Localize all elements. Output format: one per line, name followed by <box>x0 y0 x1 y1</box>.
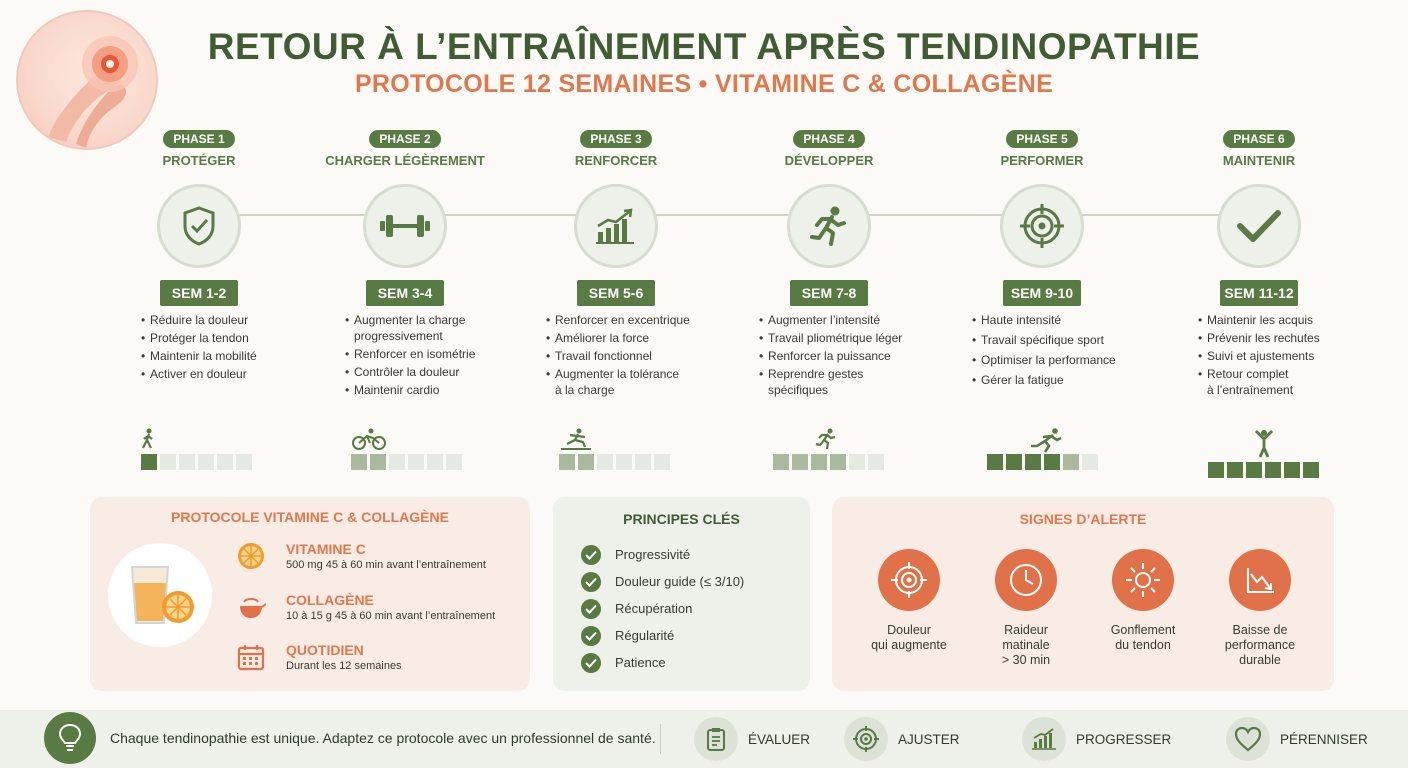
alert-item <box>854 549 964 653</box>
progress-block <box>616 454 632 470</box>
progress-block <box>179 454 195 470</box>
progress-block <box>389 454 405 470</box>
cycling-icon <box>351 428 462 450</box>
phase-icon-circle <box>363 184 447 268</box>
footer-step-label: PROGRESSER <box>1076 731 1172 747</box>
bullet: • Maintenir cardio <box>345 382 515 398</box>
principle-item <box>581 622 744 649</box>
phase-name: MAINTENIR <box>1222 153 1296 168</box>
progress-block <box>1044 454 1060 470</box>
phase-3 <box>506 130 726 397</box>
target-icon <box>878 549 940 611</box>
phase-name: CHARGER LÉGÈREMENT <box>325 153 485 168</box>
footer-step-label: PÉRENNISER <box>1280 731 1368 747</box>
orange-slice-icon <box>236 541 266 571</box>
alert-item <box>1205 549 1315 668</box>
phase-bullets <box>546 312 716 400</box>
alert-item <box>1088 549 1198 653</box>
footer-step-label: AJUSTER <box>898 731 960 747</box>
alerts-panel <box>832 497 1334 691</box>
daily-desc: Durant les 12 semaines <box>286 660 402 672</box>
bullet: • Augmenter la charge progressivement <box>345 312 515 344</box>
phase-badge: PHASE 2 <box>369 130 441 148</box>
progress-block <box>830 454 846 470</box>
progress-block <box>792 454 808 470</box>
target-icon <box>1018 202 1066 250</box>
collagen-name: COLLAGÈNE <box>286 592 374 608</box>
daily-name: QUOTIDIEN <box>286 642 364 658</box>
footer-step-progresser <box>1022 717 1171 761</box>
clipboard-icon <box>694 717 738 761</box>
progress-block <box>370 454 386 470</box>
progress-blocks <box>987 454 1098 470</box>
progress-blocks <box>1208 462 1319 478</box>
running-icon <box>807 204 851 248</box>
weeks-label: SEM 1-2 <box>160 280 238 306</box>
progress-block <box>578 454 594 470</box>
progress-block <box>1303 462 1319 478</box>
principles-panel <box>553 497 810 691</box>
panel-title: PROTOCOLE VITAMINE C & COLLAGÈNE <box>171 509 449 525</box>
bullet: • Haute intensité <box>972 312 1142 328</box>
alert-label: Gonflement du tendon <box>1110 623 1176 652</box>
phase-6 <box>1149 130 1369 397</box>
phase-2 <box>295 130 515 397</box>
lightbulb-icon <box>44 712 96 764</box>
phase-icon-circle <box>1217 184 1301 268</box>
bullet: • Contrôler la douleur <box>345 364 515 380</box>
bullet: • Réduire la douleur <box>141 312 311 328</box>
bullet: • Augmenter la tolérance à la charge <box>546 366 716 398</box>
bullet: • Suivi et ajustements <box>1198 348 1368 364</box>
progress-block <box>597 454 613 470</box>
vitamin-panel <box>90 497 530 691</box>
progress-indicator <box>773 428 884 470</box>
progress-blocks <box>351 454 462 470</box>
phase-icon-circle <box>574 184 658 268</box>
progress-block <box>198 454 214 470</box>
weeks-label: SEM 11-12 <box>1220 280 1298 306</box>
principle-item <box>581 649 744 676</box>
bullet: • Retour complet à l’entraînement <box>1198 366 1368 398</box>
principle-label: Régularité <box>615 628 675 643</box>
phase-bullets <box>759 312 929 400</box>
phase-badge: PHASE 1 <box>163 130 235 148</box>
heart-icon <box>1226 717 1270 761</box>
progress-blocks <box>141 454 252 470</box>
phase-bullets <box>345 312 515 400</box>
progress-block <box>141 454 157 470</box>
progress-block <box>654 454 670 470</box>
alert-label: Raideur matinale > 30 min <box>1001 623 1051 667</box>
phase-bullets <box>1198 312 1368 400</box>
footer-step-evaluer <box>694 717 810 761</box>
progress-block <box>868 454 884 470</box>
progress-block <box>1227 462 1243 478</box>
growth-chart-icon <box>594 206 638 246</box>
walking-icon <box>141 428 252 450</box>
bullet: • Prévenir les rechutes <box>1198 330 1368 346</box>
running-icon <box>773 428 884 450</box>
check-icon <box>581 653 601 673</box>
bullet: • Gérer la fatigue <box>972 372 1142 388</box>
bowl-icon <box>236 592 266 622</box>
phase-bullets <box>972 312 1142 390</box>
progress-block <box>217 454 233 470</box>
progress-block <box>773 454 789 470</box>
progress-block <box>987 454 1003 470</box>
footer-step-ajuster <box>844 717 960 761</box>
bullet: • Maintenir la mobilité <box>141 348 311 364</box>
alert-label: Baisse de performance durable <box>1224 623 1296 667</box>
bullet: • Travail fonctionnel <box>546 348 716 364</box>
page-title: RETOUR À L’ENTRAÎNEMENT APRÈS TENDINOPATHIE <box>207 26 1201 67</box>
principle-label: Douleur guide (≤ 3/10) <box>615 574 745 589</box>
phase-badge: PHASE 5 <box>1006 130 1078 148</box>
progress-block <box>1082 454 1098 470</box>
progress-indicator <box>141 428 252 470</box>
juice-glass-icon <box>108 543 212 647</box>
collagen-desc: 10 à 15 g 45 à 60 min avant l’entraînement <box>286 610 496 622</box>
principle-label: Récupération <box>615 601 693 616</box>
celebrating-icon <box>1208 428 1319 458</box>
bullet: • Renforcer la puissance <box>759 348 929 364</box>
principles-list <box>581 541 744 676</box>
progress-block <box>635 454 651 470</box>
bullet: • Protéger la tendon <box>141 330 311 346</box>
weeks-label: SEM 9-10 <box>1003 280 1081 306</box>
progress-indicator <box>559 428 670 470</box>
footer-step-perenniser <box>1226 717 1368 761</box>
page-subtitle: PROTOCOLE 12 SEMAINES • VITAMINE C & COLLAGÈNE <box>354 70 1054 98</box>
phase-4 <box>719 130 939 397</box>
weeks-label: SEM 5-6 <box>577 280 655 306</box>
declining-chart-icon <box>1229 549 1291 611</box>
footer-bar <box>0 710 1408 768</box>
alert-item <box>971 549 1081 668</box>
alert-label: Douleur qui augmente <box>871 623 947 652</box>
phase-icon-circle <box>157 184 241 268</box>
principle-label: Progressivité <box>615 547 691 562</box>
lunge-icon <box>559 428 670 450</box>
bullet: • Activer en douleur <box>141 366 311 382</box>
progress-blocks <box>559 454 670 470</box>
bullet: • Optimiser la performance <box>972 352 1142 368</box>
check-icon <box>581 626 601 646</box>
bullet: • Renforcer en isométrie <box>345 346 515 362</box>
principle-item <box>581 595 744 622</box>
vitamin-desc: 500 mg 45 à 60 min avant l’entraînement <box>286 559 486 571</box>
progress-block <box>1265 462 1281 478</box>
bullet: • Travail pliométrique léger <box>759 330 929 346</box>
phase-name: RENFORCER <box>574 153 658 168</box>
principle-label: Patience <box>615 655 666 670</box>
progress-block <box>1063 454 1079 470</box>
phase-1 <box>89 130 309 381</box>
target-icon <box>844 717 888 761</box>
sprinting-icon <box>987 428 1098 450</box>
panel-title: SIGNES D’ALERTE <box>1019 511 1147 527</box>
progress-block <box>427 454 443 470</box>
progress-block <box>160 454 176 470</box>
progress-block <box>559 454 575 470</box>
phase-name: PERFORMER <box>1000 153 1084 168</box>
weeks-label: SEM 7-8 <box>790 280 868 306</box>
progress-block <box>1246 462 1262 478</box>
phase-icon-circle <box>1000 184 1084 268</box>
progress-indicator <box>987 428 1098 470</box>
dumbbell-icon <box>378 211 432 241</box>
progress-block <box>811 454 827 470</box>
divider <box>660 724 661 754</box>
phase-name: DÉVELOPPER <box>784 153 874 168</box>
vitamin-name: VITAMINE C <box>286 541 366 557</box>
phase-badge: PHASE 6 <box>1223 130 1295 148</box>
check-icon <box>581 599 601 619</box>
bullet: • Renforcer en excentrique <box>546 312 716 328</box>
growth-chart-icon <box>1022 717 1066 761</box>
calendar-icon <box>236 642 266 672</box>
principle-item <box>581 568 744 595</box>
bullet: • Améliorer la force <box>546 330 716 346</box>
progress-block <box>408 454 424 470</box>
progress-block <box>1006 454 1022 470</box>
progress-indicator <box>1208 428 1319 478</box>
check-icon <box>581 545 601 565</box>
panel-title: PRINCIPES CLÉS <box>623 511 740 527</box>
progress-block <box>849 454 865 470</box>
phase-name: PROTÉGER <box>162 153 236 168</box>
progress-block <box>1284 462 1300 478</box>
footer-step-label: ÉVALUER <box>748 731 811 747</box>
progress-block <box>1025 454 1041 470</box>
phase-5 <box>932 130 1152 387</box>
progress-blocks <box>773 454 884 470</box>
progress-block <box>236 454 252 470</box>
phase-bullets <box>141 312 311 384</box>
bullet: • Reprendre gestes spécifiques <box>759 366 929 398</box>
checkmark-icon <box>1235 206 1283 246</box>
clock-icon <box>995 549 1057 611</box>
bullet: • Maintenir les acquis <box>1198 312 1368 328</box>
phase-badge: PHASE 3 <box>580 130 652 148</box>
bullet: • Travail spécifique sport <box>972 332 1142 348</box>
progress-indicator <box>351 428 462 470</box>
burst-icon <box>1112 549 1174 611</box>
phase-badge: PHASE 4 <box>793 130 865 148</box>
weeks-label: SEM 3-4 <box>366 280 444 306</box>
check-icon <box>581 572 601 592</box>
progress-block <box>1208 462 1224 478</box>
bullet: • Augmenter l’intensité <box>759 312 929 328</box>
shield-check-icon <box>177 204 221 248</box>
footer-message: Chaque tendinopathie est unique. Adaptez ce protocole avec un professionnel de santé. <box>110 730 656 746</box>
principle-item <box>581 541 744 568</box>
progress-block <box>351 454 367 470</box>
phase-icon-circle <box>787 184 871 268</box>
progress-block <box>446 454 462 470</box>
